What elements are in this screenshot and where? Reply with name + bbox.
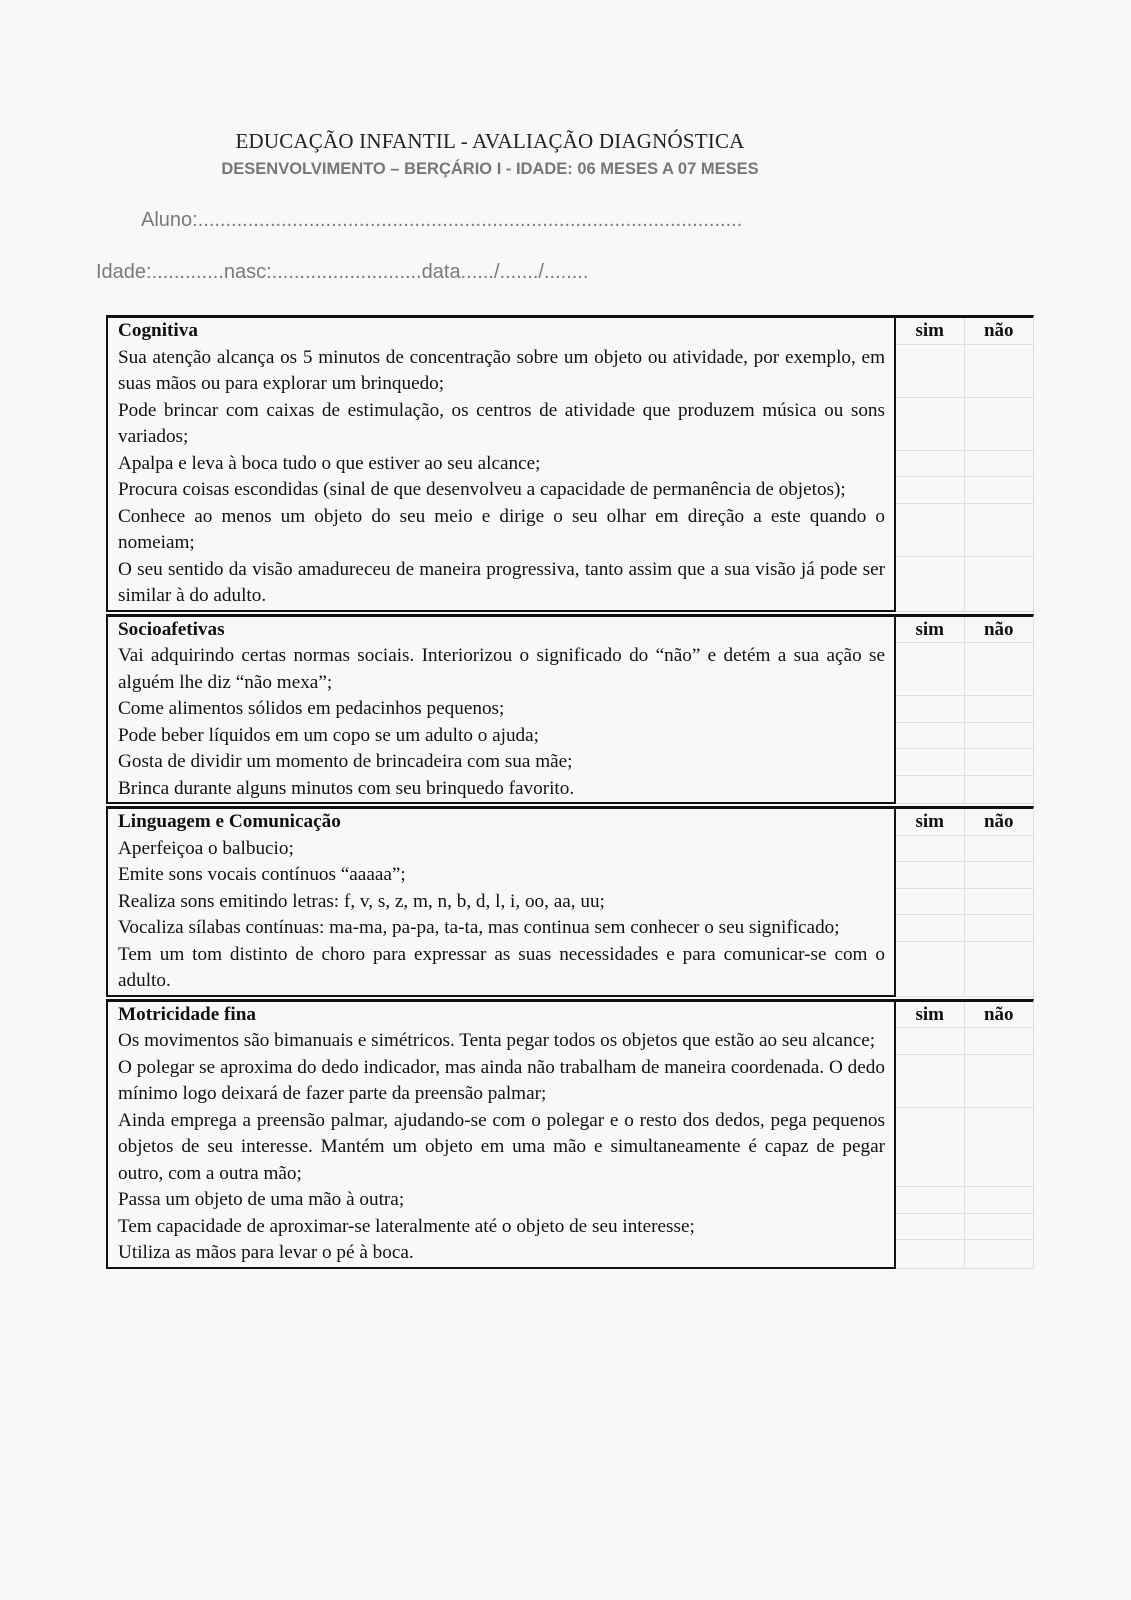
nao-checkbox-cell[interactable] [965, 776, 1034, 803]
sim-checkbox-cell[interactable] [896, 451, 965, 477]
answer-header-row [896, 809, 1033, 836]
nao-checkbox-cell[interactable] [965, 942, 1034, 995]
sim-checkbox-cell[interactable] [896, 889, 965, 915]
answer-row [896, 696, 1033, 723]
nao-checkbox-cell[interactable] [965, 836, 1034, 862]
answer-columns [896, 614, 1034, 805]
nao-checkbox-cell[interactable] [965, 477, 1034, 503]
criterion-text: Ainda emprega a preensão palmar, ajudando-se com o polegar e o resto dos dedos, pega pequenos objetos de seu interesse. Mantém um objeto em uma mão e simultaneamente é capaz de pegar outro, com a outra mão; [118, 1109, 885, 1184]
criterion-text: Tem capacidade de aproximar-se lateralmente até o objeto de seu interesse; [118, 1215, 695, 1237]
answer-row [896, 345, 1033, 398]
answer-row [896, 1055, 1033, 1108]
nao-checkbox-cell[interactable] [965, 749, 1034, 775]
criterion-text: Vai adquirindo certas normas sociais. Interiorizou o significado do “não” e detém a sua ação se alguém lhe diz “não mexa”; [118, 645, 885, 693]
criterion-text: Utiliza as mãos para levar o pé à boca. [118, 1242, 414, 1263]
criterion-text: Realiza sons emitindo letras: f, v, s, z, m, n, b, d, l, i, oo, aa, uu; [118, 890, 605, 912]
section-motricidade-fina [106, 997, 1056, 1269]
criterion-text: Pode beber líquidos em um copo se um adulto o ajuda; [118, 724, 539, 746]
answer-row [896, 1187, 1033, 1214]
section-items [106, 315, 896, 612]
sim-checkbox-cell[interactable] [896, 723, 965, 749]
sim-checkbox-cell[interactable] [896, 836, 965, 862]
section-heading: Cognitiva [118, 320, 198, 341]
sim-checkbox-cell[interactable] [896, 398, 965, 450]
section-heading: Motricidade fina [118, 1003, 257, 1025]
answer-row [896, 1108, 1033, 1188]
criterion-text: Conhece ao menos um objeto do seu meio e dirige o seu olhar em direção a este quando o nomeiam; [118, 505, 885, 553]
answer-row [896, 862, 1033, 889]
nao-checkbox-cell[interactable] [965, 862, 1034, 888]
section-items [106, 614, 896, 805]
sim-checkbox-cell[interactable] [896, 1108, 965, 1187]
nao-checkbox-cell[interactable] [965, 915, 1034, 941]
answer-row [896, 942, 1033, 995]
answer-row [896, 836, 1033, 863]
sim-checkbox-cell[interactable] [896, 749, 965, 775]
criterion-text: Apalpa e leva à boca tudo o que estiver ao seu alcance; [118, 452, 541, 474]
criterion-text: Os movimentos são bimanuais e simétricos. Tenta pegar todos os objetos que estão ao seu alcance; [118, 1030, 876, 1051]
section-socioafetivas [106, 612, 1056, 805]
sim-checkbox-cell[interactable] [896, 776, 965, 803]
nao-column-header: não [983, 618, 1014, 640]
nao-checkbox-cell[interactable] [965, 1187, 1034, 1213]
sim-checkbox-cell[interactable] [896, 504, 965, 556]
sim-checkbox-cell[interactable] [896, 1214, 965, 1240]
criterion-text: Gosta de dividir um momento de brincadeira com sua mãe; [118, 751, 573, 772]
nao-column-header: não [983, 1003, 1014, 1025]
nao-checkbox-cell[interactable] [965, 1108, 1034, 1187]
nao-checkbox-cell[interactable] [965, 345, 1034, 397]
sim-checkbox-cell[interactable] [896, 1240, 965, 1267]
sim-checkbox-cell[interactable] [896, 345, 965, 397]
answer-row [896, 1028, 1033, 1055]
criterion-text: Tem um tom distinto de choro para expressar as suas necessidades e para comunicar-se com o adulto. [118, 943, 885, 991]
sim-column-header: sim [896, 1002, 965, 1028]
answer-columns [896, 315, 1034, 612]
answer-row [896, 776, 1033, 803]
aluno-field[interactable]: Aluno:.................................................................................................. [141, 209, 743, 231]
answer-row [896, 889, 1033, 916]
nao-checkbox-cell[interactable] [965, 723, 1034, 749]
nao-checkbox-cell[interactable] [965, 696, 1034, 722]
sim-checkbox-cell[interactable] [896, 477, 965, 503]
answer-columns [896, 806, 1034, 997]
answer-row [896, 1214, 1033, 1241]
section-linguagem-e-comunica-o [106, 804, 1056, 997]
criterion-text: Pode brincar com caixas de estimulação, os centros de atividade que produzem música ou sons variados; [118, 399, 885, 447]
nao-checkbox-cell[interactable] [965, 398, 1034, 450]
section-heading: Socioafetivas [118, 618, 225, 640]
section-cognitiva [106, 315, 1056, 612]
criterion-text: Aperfeiçoa o balbucio; [118, 837, 294, 859]
criterion-text: Procura coisas escondidas (sinal de que desenvolveu a capacidade de permanência de objetos); [118, 479, 846, 500]
evaluation-table [106, 315, 1056, 1269]
nao-checkbox-cell[interactable] [965, 504, 1034, 556]
sim-column-header: sim [896, 617, 965, 643]
nao-checkbox-cell[interactable] [965, 643, 1034, 695]
nao-column-header: não [983, 320, 1014, 341]
idade-nasc-data-field[interactable]: Idade:.............nasc:...........................data....../......./........ [96, 261, 589, 283]
nao-checkbox-cell[interactable] [965, 1055, 1034, 1107]
document-title: EDUCAÇÃO INFANTIL - AVALIAÇÃO DIAGNÓSTICA [235, 129, 745, 153]
sim-checkbox-cell[interactable] [896, 1187, 965, 1213]
criterion-text: Emite sons vocais contínuos “aaaaa”; [118, 864, 406, 885]
nao-checkbox-cell[interactable] [965, 889, 1034, 915]
answer-row [896, 1240, 1033, 1267]
criterion-text: Passa um objeto de uma mão à outra; [118, 1189, 405, 1210]
answer-row [896, 723, 1033, 750]
answer-row [896, 504, 1033, 557]
answer-header-row [896, 617, 1033, 644]
answer-header-row [896, 1002, 1033, 1029]
section-items [106, 999, 896, 1269]
sim-column-header: sim [896, 809, 965, 835]
answer-columns [896, 999, 1034, 1269]
section-items [106, 806, 896, 997]
answer-row [896, 451, 1033, 478]
sim-checkbox-cell[interactable] [896, 1028, 965, 1054]
answer-row [896, 643, 1033, 696]
criterion-text: Brinca durante alguns minutos com seu brinquedo favorito. [118, 777, 575, 799]
criterion-text: O polegar se aproxima do dedo indicador, mas ainda não trabalham de maneira coordenada. O dedo mínimo logo deixará de fazer parte da preensão palmar; [118, 1056, 885, 1104]
section-heading: Linguagem e Comunicação [118, 811, 341, 832]
sim-checkbox-cell[interactable] [896, 643, 965, 695]
criterion-text: Come alimentos sólidos em pedacinhos pequenos; [118, 698, 505, 719]
sim-checkbox-cell[interactable] [896, 862, 965, 888]
nao-checkbox-cell[interactable] [965, 451, 1034, 477]
answer-row [896, 477, 1033, 504]
sim-checkbox-cell[interactable] [896, 942, 965, 995]
nao-checkbox-cell[interactable] [965, 557, 1034, 610]
document-subtitle: DESENVOLVIMENTO – BERÇÁRIO I - IDADE: 06 MESES A 07 MESES [221, 160, 759, 178]
answer-header-row [896, 318, 1033, 345]
sim-checkbox-cell[interactable] [896, 1055, 965, 1107]
answer-row [896, 557, 1033, 610]
nao-checkbox-cell[interactable] [965, 1028, 1034, 1054]
criterion-text: Sua atenção alcança os 5 minutos de concentração sobre um objeto ou atividade, por exemplo, em suas mãos ou para explorar um brinquedo; [118, 346, 885, 394]
sim-checkbox-cell[interactable] [896, 696, 965, 722]
sim-column-header: sim [896, 318, 965, 344]
nao-column-header: não [983, 811, 1014, 832]
criterion-text: Vocaliza sílabas contínuas: ma-ma, pa-pa, ta-ta, mas continua sem conhecer o seu significado; [118, 917, 840, 938]
nao-checkbox-cell[interactable] [965, 1240, 1034, 1267]
sim-checkbox-cell[interactable] [896, 557, 965, 610]
nao-checkbox-cell[interactable] [965, 1214, 1034, 1240]
answer-row [896, 915, 1033, 942]
sim-checkbox-cell[interactable] [896, 915, 965, 941]
answer-row [896, 398, 1033, 451]
criterion-text: O seu sentido da visão amadureceu de maneira progressiva, tanto assim que a sua visão já pode ser similar à do adulto. [118, 558, 885, 606]
answer-row [896, 749, 1033, 776]
